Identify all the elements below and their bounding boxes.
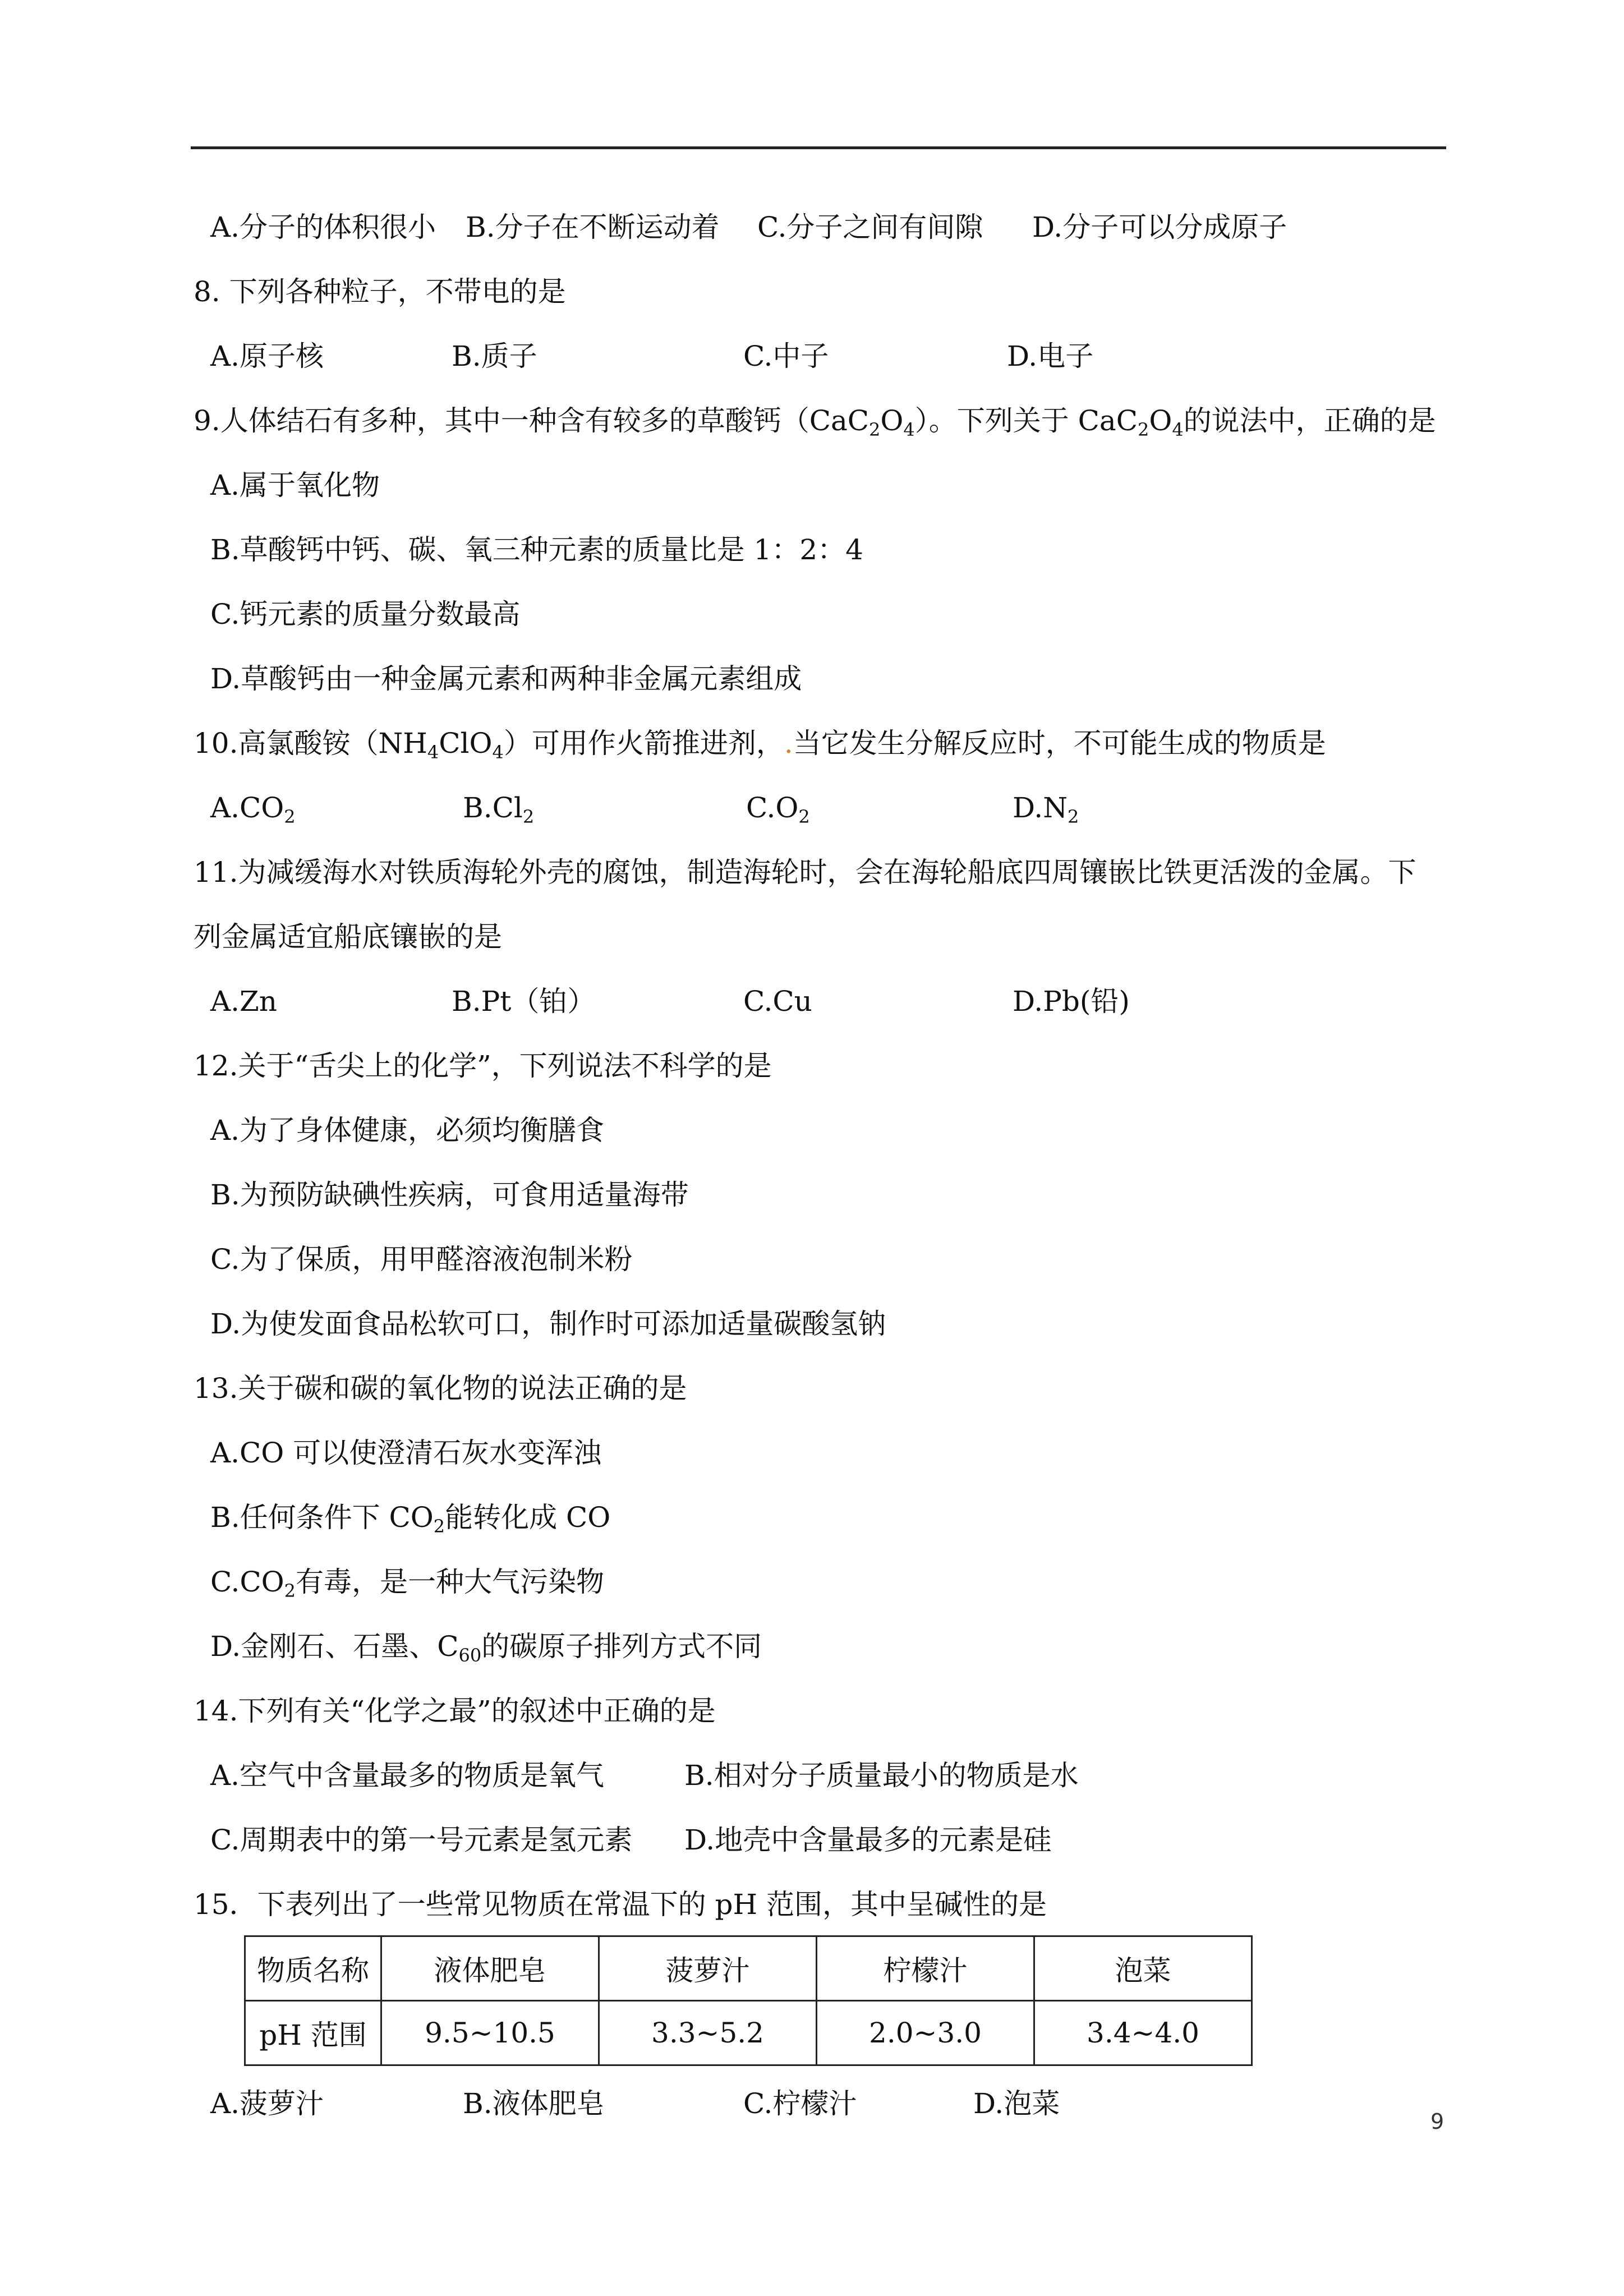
q9-option-b: B.草酸钙中钙、碳、氧三种元素的质量比是 1：2：4 <box>210 533 863 566</box>
ph-table-value-row <box>245 2001 1252 2065</box>
q9-option-a: A.属于氧化物 <box>210 469 380 501</box>
table-cell: 3.4~4.0 <box>1034 2001 1252 2065</box>
q11-stem-line1: 11.为减缓海水对铁质海轮外壳的腐蚀，制造海轮时，会在海轮船底四周镶嵌比铁更活泼的金属。下 <box>194 856 1416 889</box>
q14-option-c: C.周期表中的第一号元素是氢元素 <box>210 1824 633 1856</box>
q15-stem: 15．下表列出了一些常见物质在常温下的 pH 范围，其中呈碱性的是 <box>194 1888 1047 1921</box>
ph-table-header-row <box>245 1936 1252 2001</box>
stray-mark: . <box>784 727 793 760</box>
q12-option-b: B.为预防缺碘性疾病，可食用适量海带 <box>210 1179 689 1211</box>
q9-stem: 9.人体结石有多种，其中一种含有较多的草酸钙$(CaC_2O_4)$。下列关于 $CaC_2O_4$的说法中，正确的是 <box>194 404 1436 440</box>
table-cell: 泡菜 <box>1034 1936 1252 2001</box>
q12-stem: 12.关于“舌尖上的化学”，下列说法不科学的是 <box>194 1050 772 1082</box>
q7-option-c: C.分子之间有间隙 <box>757 211 983 243</box>
q14-stem: 14.下列有关“化学之最”的叙述中正确的是 <box>194 1695 716 1727</box>
q10-option-b: $B.Cl_2$ <box>463 792 535 827</box>
q15-option-d: D.泡菜 <box>973 2087 1060 2120</box>
q14-option-d: D.地壳中含量最多的元素是硅 <box>684 1824 1052 1856</box>
table-cell: pH 范围 <box>245 2001 381 2065</box>
q8-option-c: C.中子 <box>743 340 829 372</box>
table-cell: 柠檬汁 <box>817 1936 1034 2001</box>
q13-option-c: $C.CO_2$有毒，是一种大气污染物 <box>210 1566 604 1602</box>
q8-option-b: B.质子 <box>452 340 537 372</box>
q11-option-d: D.Pb(铅) <box>1013 985 1130 1018</box>
table-cell: 2.0~3.0 <box>817 2001 1034 2065</box>
q11-option-c: C.Cu <box>743 985 812 1018</box>
table-cell: 物质名称 <box>245 1936 381 2001</box>
q14-option-a: A.空气中含量最多的物质是氧气 <box>210 1759 605 1792</box>
page-number: 9 <box>1430 2109 1444 2134</box>
q8-option-a: A.原子核 <box>210 340 324 372</box>
table-cell: 9.5~10.5 <box>381 2001 599 2065</box>
table-cell: 液体肥皂 <box>381 1936 599 2001</box>
q8-stem: 8. 下列各种粒子，不带电的是 <box>194 275 566 308</box>
table-cell: 3.3~5.2 <box>599 2001 817 2065</box>
q10-option-a: $A.CO_2$ <box>210 792 296 827</box>
table-cell: 菠萝汁 <box>599 1936 817 2001</box>
q13-option-b: B.任何条件下 $CO_2$能转化成 CO <box>210 1501 611 1537</box>
q15-option-b: B.液体肥皂 <box>463 2087 605 2120</box>
q15-option-c: C.柠檬汁 <box>743 2087 857 2120</box>
q9-option-d: D.草酸钙由一种金属元素和两种非金属元素组成 <box>210 662 802 695</box>
q15-option-a: A.菠萝汁 <box>210 2087 324 2120</box>
q10-option-d: $D.N_2$ <box>1013 792 1079 827</box>
q13-option-d: D.金刚石、石墨、$C_{60}$的碳原子排列方式不同 <box>210 1630 762 1666</box>
q13-stem: 13.关于碳和碳的氧化物的说法正确的是 <box>194 1372 687 1405</box>
q10-stem: 10.高氯酸铵$(NH_4ClO_4)$可用作火箭推进剂，.当它发生分解反应时，不可能生成的物质是 <box>194 727 1326 763</box>
q13-option-a: A.CO 可以使澄清石灰水变浑浊 <box>210 1437 602 1469</box>
q7-option-a: A.分子的体积很小 <box>210 211 436 243</box>
q11-option-a: A.Zn <box>210 985 277 1018</box>
q12-option-d: D.为使发面食品松软可口，制作时可添加适量碳酸氢钠 <box>210 1308 886 1340</box>
q12-option-a: A.为了身体健康，必须均衡膳食 <box>210 1114 605 1147</box>
q7-option-d: D.分子可以分成原子 <box>1032 211 1287 243</box>
q8-option-d: D.电子 <box>1007 340 1094 372</box>
q12-option-c: C.为了保质，用甲醛溶液泡制米粉 <box>210 1243 633 1276</box>
ph-table <box>244 1935 1253 2066</box>
q11-stem-line2: 列金属适宜船底镶嵌的是 <box>194 921 502 953</box>
q10-option-c: $C.O_2$ <box>746 792 810 827</box>
header-rule <box>191 146 1446 149</box>
q7-option-b: B.分子在不断运动着 <box>466 211 720 243</box>
q14-option-b: B.相对分子质量最小的物质是水 <box>684 1759 1079 1792</box>
q9-option-c: C.钙元素的质量分数最高 <box>210 598 521 631</box>
q11-option-b: B.Pt（铂） <box>452 985 596 1018</box>
